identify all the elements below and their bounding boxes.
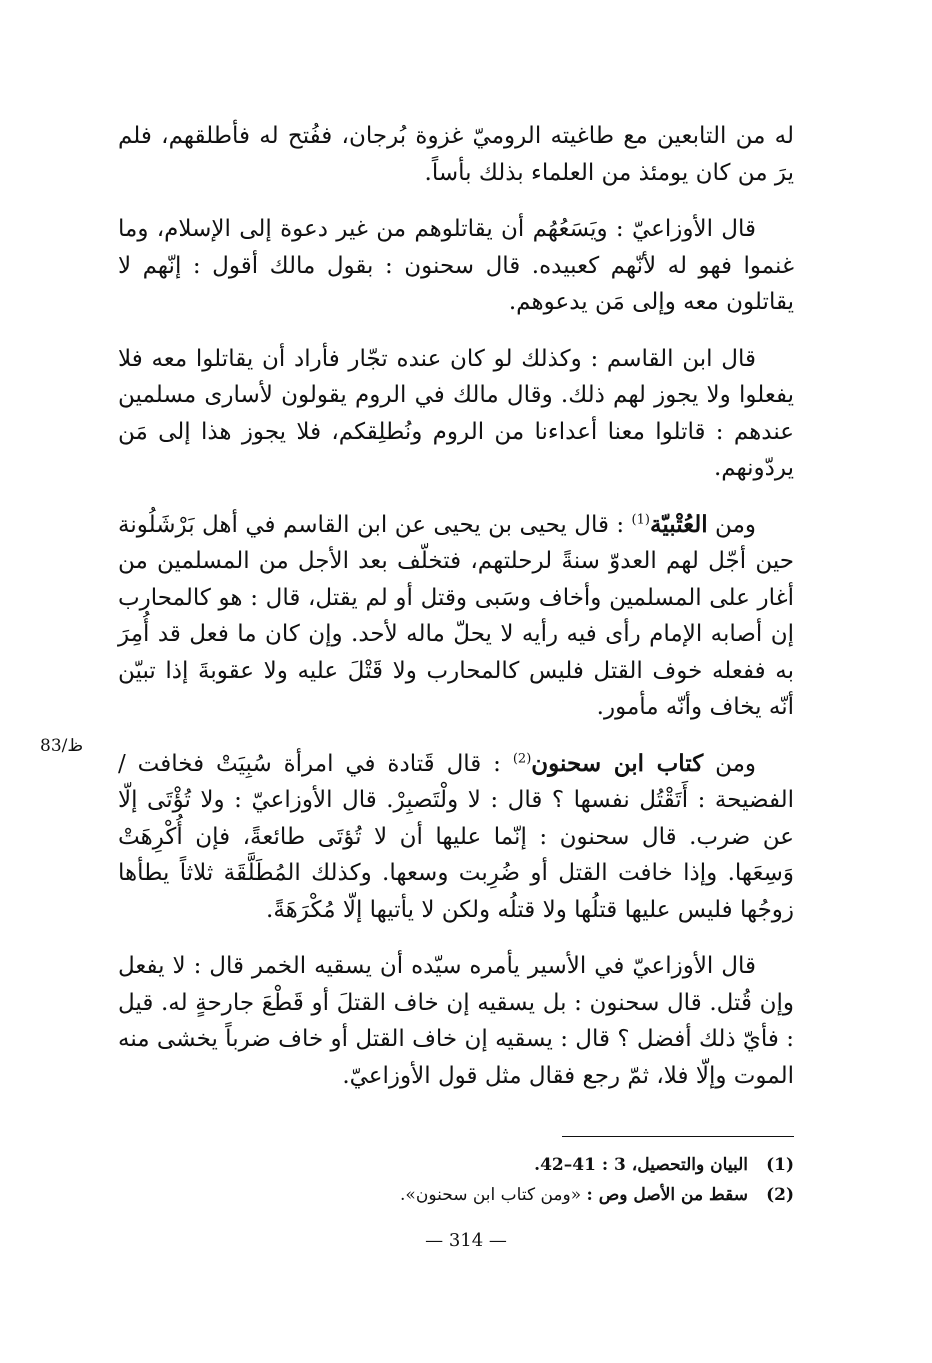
footnote-text <box>300 1180 748 1210</box>
margin-folio-note: 83/ظ <box>40 736 84 756</box>
page-number: — 314 — <box>425 1230 507 1251</box>
footnote-1 <box>300 1150 794 1180</box>
footnote-divider <box>562 1136 794 1137</box>
paragraph-3: قال ابن القاسم : وكذلك لو كان عنده تجّار فأراد أن يقاتلوا معه فلا يفعلوا ولا يجوز لهم ذلك. وقال مالك في الروم يقولون لأسارى مسلمين عندهم : قاتلوا معنا أعداءنا من الروم ونُطلِقكم، فلا يجوز هذا إلى مَن يردّونهم. <box>118 345 794 481</box>
footnote-text <box>300 1150 748 1180</box>
footnote-2 <box>300 1180 794 1210</box>
paragraph-2: قال الأوزاعيّ : ويَسَعُهُم أن يقاتلوهم من غير دعوة إلى الإسلام، وما غنموا فهو له لأنّهم كعبيده. قال سحنون : بقول مالك أقول : إنّهم لا يقاتلون معه وإلى مَن يدعوهم. <box>118 216 794 315</box>
footnote-ref-1[interactable]: (1) <box>631 511 650 527</box>
footnote-number: (2) <box>766 1185 794 1205</box>
source-title-utbiyya: العُتْبيّة <box>649 510 708 538</box>
paragraph-5 <box>118 746 794 929</box>
source-title-ibn-sahnun: كتاب ابن سحنون <box>531 749 704 777</box>
paragraph-4 <box>118 507 794 726</box>
paragraph-1: له من التابعين مع طاغيته الروميّ غزوة بُرجان، ففُتح له فأطلقهم، فلم يرَ من كان يومئذ من العلماء بذلك بأساً. <box>118 123 794 186</box>
footnote-rest: «ومن كتاب ابن سحنون». <box>400 1185 587 1205</box>
paragraph-5-body: : قال قَتادة في امرأة سُبِيَتْ فخافت / الفضيحة : أَتَقْتُل نفسها ؟ قال : لا ولْتَصبِرْ. قال الأوزاعيّ : ولا تُؤْتَى إلّا عن ضرب. قال سحنون : إنّما عليها أن لا تُؤتَى طائعةً، فإن أُكْرِهَتْ وَسِعَها. وإذا خافت القتل أو ضُرِبت وسعها. وكذلك المُطَلَّقَة ثلاثاً يطأها زوجُها فليس عليها قتلُها ولا قتلُه ولكن لا يأتيها إلّا مُكْرَهَةً. <box>118 750 794 923</box>
footnotes <box>300 1150 794 1210</box>
main-text <box>118 118 794 1114</box>
footnote-number: (1) <box>766 1155 794 1175</box>
paragraph-5-lead: ومن <box>703 750 757 777</box>
footnote-ref-2[interactable]: (2) <box>512 750 532 766</box>
paragraph-4-lead: ومن <box>707 511 756 538</box>
footnote-source: سقط من الأصل وص : <box>586 1185 748 1205</box>
paragraph-6: قال الأوزاعيّ في الأسير يأمره سيّده أن يسقيه الخمر قال : لا يفعل وإن قُتل. قال سحنون : بل يسقيه إن خاف القتلَ أو قَطْعَ جارحةٍ له. قيل : فأيّ ذلك أفضل ؟ قال : يسقيه إن خاف القتل أو خاف ضرباً يخشى منه الموت وإلّا فلا، ثمّ رجع فقال مثل قول الأوزاعيّ. <box>118 953 794 1089</box>
paragraph-4-body: : قال يحيى بن يحيى عن ابن القاسم في أهل بَرْشَلُونة حين أجّل لهم العدوّ سنةً لرحلتهم، فتخلّف بعد الأجل من المسلمين من أغار على المسلمين وأخاف وسَبى وقتل أو لم يقتل، قال : هو كالمحارب إن أصابه الإمام رأى فيه رأيه لا يحلّ ماله لأحد. وإن كان ما فعل قد أُمِرَ به ففعله خوف القتل فليس كالمحارب ولا قَتْلَ عليه ولا عقوبةَ إذا تبيّن أنّه يخاف وأنّه مأمور. <box>118 511 794 720</box>
footnote-source: البيان والتحصيل، 3 : 41–42. <box>534 1155 748 1175</box>
